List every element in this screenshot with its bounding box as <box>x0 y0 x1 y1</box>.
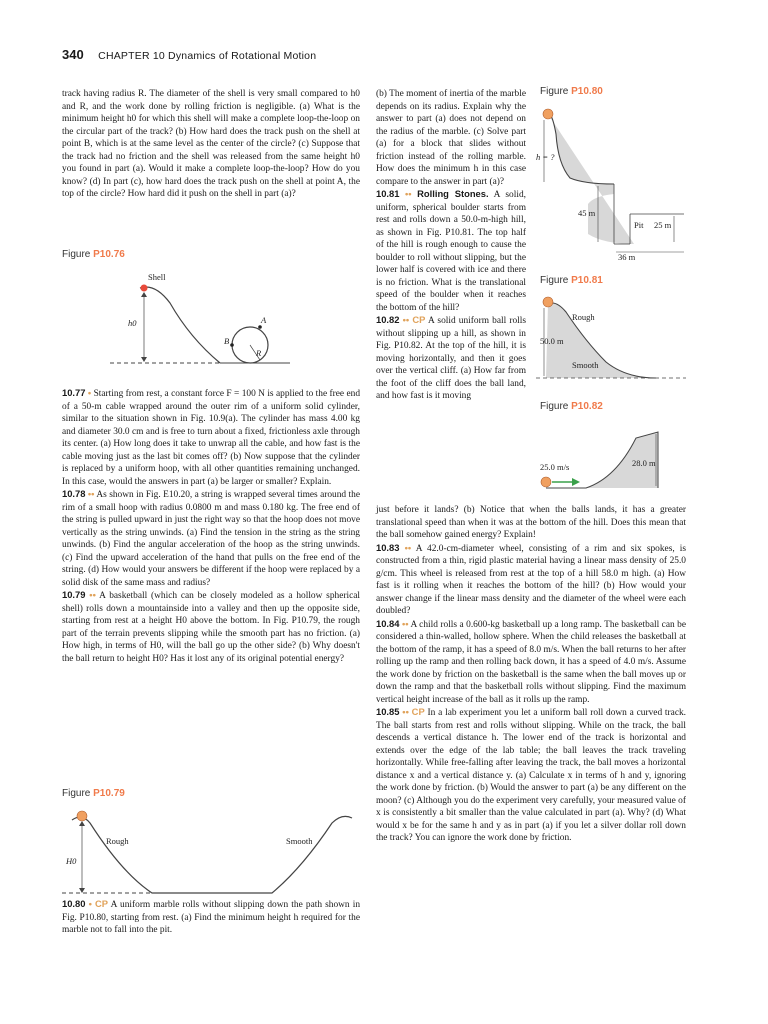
label-smooth: Smooth <box>286 836 313 846</box>
problem-10-80: 10.80 • CP A uniform marble rolls without slipping down the path shown in Fig. P10.80, starting from rest. (a) Find the minimum height h required for the marble not to fall into the pit. <box>62 898 361 935</box>
label-rough-hill: Rough <box>572 312 595 322</box>
chapter-title: CHAPTER 10 Dynamics of Rotational Motion <box>98 50 317 62</box>
problem-10-85: 10.85 •• CP In a lab experiment you let a uniform ball roll down a curved track. The ball starts from rest and rolls without slipping. While on the track, the ball descends a vertical distance h. The lower end of the track is horizontal and extends over the edge of the lab table; the ball leaves the track traveling horizontally. While free-falling after leaving the track, the ball moves a horizontal distance x and a vertical distance y. (a) Calculate x in terms of h and y, ignoring the work done by friction. (b) Would the answer to part (a) be any different on the moon? (c) Although you do the experiment very carefully, your measured value of x is consistently a bit smaller than the value calculated in part (a). Why? (d) What would x be for the same h and y as in part (a) if you let a silver dollar roll down the track? You can ignore the work done by friction. <box>376 706 687 843</box>
figure-p10-80 <box>534 104 694 264</box>
label-h0: h0 <box>128 318 137 328</box>
label-pit: Pit <box>634 220 644 230</box>
problem-10-80-cont: (b) The moment of inertia of the marble depends on its radius. Explain why the answer to part (a) does not depend on the radius of the marble. (c) Solve part (a) for a block that slides without friction instead of the rolling marble. How does the minimum h in this case compare to the answer in part (a)? <box>376 89 526 187</box>
label-45m: 45 m <box>578 208 596 218</box>
problem-10-77: 10.77 • Starting from rest, a constant force F = 100 N is applied to the free end of a 50-m cable wrapped around the outer rim of a uniform solid cylinder, similar to the situation shown in Fig. 10.9(a). The cylinder has mass 4.00 kg and diameter 30.0 cm and is free to turn about a fixed, frictionless axle through its center. (a) How long does it take to unwrap all the cable, and how fast is the cable moving just as the last bit comes off? (b) Now suppose that the cylinder is replaced by a uniform hoop, with all other quantities remaining unchanged. In this case, would the answers in part (a) be larger or smaller? Explain. <box>62 387 361 487</box>
basketball-icon <box>77 811 87 821</box>
figure-label-p10-76: Figure P10.76 <box>62 249 125 260</box>
label-25m: 25 m <box>654 220 672 230</box>
label-h-unknown: h = ? <box>536 152 555 162</box>
label-28m: 28.0 m <box>632 458 656 468</box>
label-rough: Rough <box>106 836 129 846</box>
figure-p10-82 <box>536 418 686 498</box>
label-25ms: 25.0 m/s <box>540 462 570 472</box>
figure-label-p10-81: Figure P10.81 <box>540 275 603 286</box>
velocity-arrow-icon <box>572 478 580 486</box>
figure-label-p10-82: Figure P10.82 <box>540 401 603 412</box>
label-50m: 50.0 m <box>540 336 564 346</box>
problem-10-83: 10.83 •• A 42.0-cm-diameter wheel, consisting of a rim and six spokes, is constructed from a thin, rigid plastic material having a linear mass density of 25.0 g/cm. This wheel is released from rest at the top of a hill 58.0 m high. (a) How fast is it rolling when it reaches the bottom of the hill? (b) How would your answer change if the linear mass density and the diameter of the wheel were each doubled? <box>376 541 687 616</box>
marble-icon <box>543 109 553 119</box>
column-right-narrow <box>376 88 526 403</box>
page-number: 340 <box>62 47 84 62</box>
label-r: R <box>256 348 262 358</box>
figure-p10-81 <box>536 292 686 387</box>
column-left-bottom <box>62 898 360 937</box>
page-header <box>62 46 316 64</box>
shell-ball-icon <box>141 285 148 292</box>
figure-label-p10-80: Figure P10.80 <box>540 86 603 97</box>
label-36m: 36 m <box>618 252 636 262</box>
problem-10-78: 10.78 •• As shown in Fig. E10.20, a string is wrapped several times around the rim of a small hoop with radius 0.0800 m and mass 0.180 kg. The free end of the string is pulled upward in just the right way so that the hoop does not move vertically as the string unwinds. (a) Find the tension in the string as the string unwinds. (b) Find the angular acceleration of the hoop as the string unwinds. (c) Find the upward acceleration of the hand that pulls on the free end of the string. (d) How would your answers be different if the hoop were replaced by a solid disk of the same mass and radius? <box>62 488 360 588</box>
problem-10-82-cont: just before it lands? (b) Notice that when the balls lands, it has a greater translational speed than when it was at the bottom of the hill. Does this mean that the ball somehow gained energy? Explain! <box>376 505 686 540</box>
label-a: A <box>261 315 267 325</box>
boulder-icon <box>543 297 553 307</box>
label-b: B <box>224 336 230 346</box>
column-right-wide <box>376 504 686 845</box>
ball-icon <box>541 477 551 487</box>
problem-10-76-cont: track having radius R. The diameter of the shell is very small compared to h0 and R, and the work done by rolling friction is negligible. (a) What is the minimum height h0 for which this shell will make a complete loop-the-loop on the circular part of the track? (b) How hard does the track push on the shell at point B, which is at the same level as the center of the circle? (c) Suppose that the track had no friction and the shell was released from the same height h0 you found in part (a). Would it make a complete loop-the-loop? How do you know? (d) In part (c), how hard does the track push on the shell at point A, the top of the circle? How hard did it push on the shell in part (a)? <box>62 89 360 199</box>
label-shell: Shell <box>148 272 166 282</box>
figure-label-p10-79: Figure P10.79 <box>62 788 125 799</box>
problem-10-79: 10.79 •• A basketball (which can be closely modeled as a hollow spherical shell) rolls down a mountainside into a valley and then up the opposite side, starting from rest at a height H0 above the bottom. In Fig. P10.79, the rough part of the terrain prevents slipping while the smooth part has no friction. (a) How high, in terms of H0, will the ball go up the other side? (b) Why doesn't the ball return to height H0? Has it lost any of its original potential energy? <box>62 589 361 664</box>
problem-10-84: 10.84 •• A child rolls a 0.600-kg basketball up a long ramp. The basketball can be considered a thin-walled, hollow sphere. When the child releases the basketball at the bottom of the ramp, it has a speed of 8.0 m/s. When the ball returns to her after rolling up the ramp and then rolling back down, it has a speed of 4.0 m/s. Assume the work done by friction on the basketball is the same when the ball moves up or down the ramp and that the basketball rolls without slipping. Find the maximum vertical height increase of the ball as it rolls up the ramp. <box>376 617 687 705</box>
problem-10-81: 10.81 •• Rolling Stones. A solid, uniform, spherical boulder starts from rest and rolls down a 50.0-m-high hill, as shown in Fig. P10.81. The top half of the hill is rough enough to cause the boulder to roll without slipping, but the lower half is covered with ice and there is no friction. What is the translational speed of the boulder when it reaches the bottom of the hill? <box>376 188 526 313</box>
figure-p10-76 <box>110 268 310 368</box>
column-left-top <box>62 88 360 201</box>
problem-10-82: 10.82 •• CP A solid uniform ball rolls without slipping up a hill, as shown in Fig. P10.82. At the top of the hill, it is moving horizontally, and then it goes over the vertical cliff. (a) How far from the foot of the cliff does the ball land, and how fast is it moving <box>376 314 527 401</box>
label-h0-big: H0 <box>66 856 77 866</box>
column-left-middle <box>62 387 360 665</box>
figure-p10-79 <box>62 808 360 898</box>
label-smooth-hill: Smooth <box>572 360 599 370</box>
